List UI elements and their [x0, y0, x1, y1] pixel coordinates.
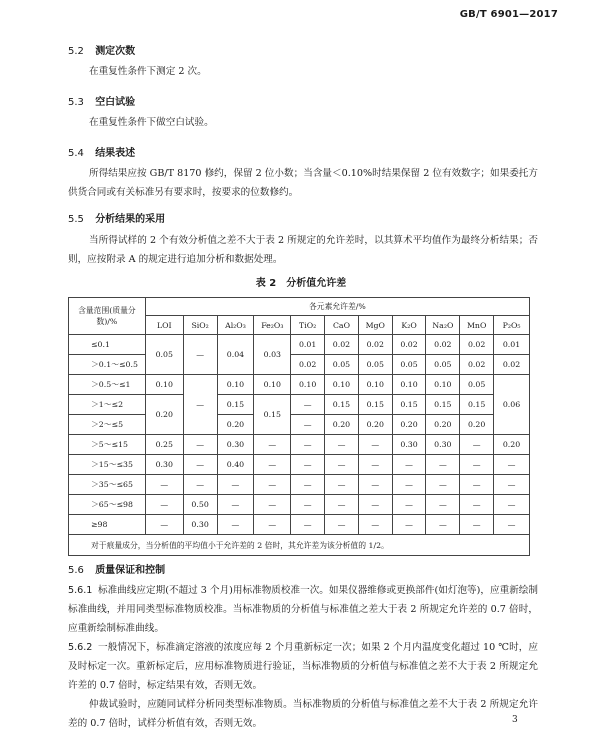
- table-cell: 0.02: [358, 335, 392, 355]
- column-header: Al₂O₃: [217, 316, 254, 335]
- section-title: 质量保证和控制: [95, 565, 166, 576]
- table-cell: 0.15: [426, 395, 460, 415]
- table-cell: —: [325, 515, 359, 535]
- table-cell: —: [358, 435, 392, 455]
- table-cell: —: [254, 515, 291, 535]
- allowance-table: [68, 297, 530, 556]
- table-cell: —: [291, 495, 325, 515]
- section-5-3-heading: [68, 93, 135, 108]
- table-cell: —: [426, 495, 460, 515]
- table-row: [69, 395, 530, 415]
- section-title: 分析结果的采用: [95, 214, 166, 225]
- table-caption: 表 2 分析值允许差: [255, 278, 347, 289]
- column-header: MgO: [358, 316, 392, 335]
- table-cell: —: [145, 515, 183, 535]
- table-cell: —: [392, 455, 426, 475]
- column-header: MnO: [460, 316, 494, 335]
- table-cell: —: [291, 415, 325, 435]
- table-cell: 0.10: [426, 375, 460, 395]
- section-number: 5.6: [68, 565, 84, 576]
- table-cell: 0.01: [494, 335, 530, 355]
- column-header: TiO₂: [291, 316, 325, 335]
- table-row: [69, 515, 530, 535]
- section-5-6-2-body: [68, 638, 538, 695]
- table-cell: —: [358, 515, 392, 535]
- table-cell: 0.02: [426, 335, 460, 355]
- table-cell: —: [325, 455, 359, 475]
- table-cell: —: [358, 455, 392, 475]
- table-cell: 0.25: [145, 435, 183, 455]
- table-cell: —: [183, 435, 217, 455]
- table-cell: 0.15: [217, 395, 254, 415]
- section-5-6-heading: [68, 561, 165, 576]
- table-cell: —: [494, 515, 530, 535]
- section-5-2-body: 在重复性条件下测定 2 次。: [89, 66, 207, 77]
- table-cell: —: [494, 495, 530, 515]
- range-header: 含量范围(质量分数)/%: [69, 298, 146, 335]
- table-cell: 0.10: [145, 375, 183, 395]
- group-header: 各元素允许差/%: [145, 298, 529, 316]
- table-cell: 0.02: [325, 335, 359, 355]
- column-header: LOI: [145, 316, 183, 335]
- table-cell: 0.15: [392, 395, 426, 415]
- section-title: 结果表述: [95, 148, 136, 159]
- table-cell: —: [291, 455, 325, 475]
- range-cell: ＞5～≤15: [69, 435, 146, 455]
- clause-text: 一般情况下，标准滴定溶液的浓度应每 2 个月重新标定一次；如果 2 个月内温度变化超过 10 ℃时，应及时标定一次。重新标定后，应用标准物质进行验证，当标准物质的分析值与标准值之差不大于表 2 所规定允许差的 0.7 倍时，标定结果有效，否则无效。: [68, 642, 538, 691]
- table-cell: 0.04: [217, 335, 254, 375]
- table-cell: 0.05: [145, 335, 183, 375]
- table-cell: —: [254, 495, 291, 515]
- table-row: [69, 355, 530, 375]
- range-cell: ≤0.1: [69, 335, 146, 355]
- table-note: 对于痕量成分，当分析值的平均值小于允许差的 2 倍时，其允许差为该分析值的 1/2。: [69, 535, 530, 556]
- table-cell: 0.02: [460, 335, 494, 355]
- clause-number: 5.6.1: [68, 585, 93, 596]
- table-cell: —: [217, 475, 254, 495]
- table-cell: —: [494, 455, 530, 475]
- table-cell: —: [392, 495, 426, 515]
- table-cell: —: [291, 475, 325, 495]
- table-cell: 0.20: [392, 415, 426, 435]
- range-cell: ＞2～≤5: [69, 415, 146, 435]
- table-cell: —: [183, 475, 217, 495]
- table-cell: —: [325, 475, 359, 495]
- table-cell: —: [291, 395, 325, 415]
- table-cell: 0.30: [426, 435, 460, 455]
- table-cell: 0.05: [325, 355, 359, 375]
- table-cell: 0.30: [392, 435, 426, 455]
- table-cell: —: [183, 455, 217, 475]
- section-title: 测定次数: [95, 46, 136, 57]
- range-cell: ＞1～≤2: [69, 395, 146, 415]
- table-cell: 0.02: [291, 355, 325, 375]
- table-cell: —: [325, 495, 359, 515]
- clause-number: 5.6.2: [68, 642, 93, 653]
- table-cell: 0.15: [358, 395, 392, 415]
- range-cell: ＞0.1～≤0.5: [69, 355, 146, 375]
- table-cell: —: [291, 515, 325, 535]
- section-number: 5.4: [68, 148, 84, 159]
- table-cell: —: [358, 475, 392, 495]
- range-cell: ＞0.5～≤1: [69, 375, 146, 395]
- clause-text: 标准曲线应定期(不超过 3 个月)用标准物质校准一次。如果仪器维修或更换部件(如灯泡等)，应重新绘制标准曲线，并用同类型标准物质校准。当标准物质的分析值与标准值之差大于表 2 所规定允许差的 0.7 倍时，应重新绘制标准曲线。: [68, 585, 538, 634]
- table-cell: —: [183, 335, 217, 375]
- table-cell: 0.05: [358, 355, 392, 375]
- table-cell: —: [358, 495, 392, 515]
- table-cell: 0.10: [217, 375, 254, 395]
- table-row: [69, 415, 530, 435]
- table-cell: 0.30: [217, 435, 254, 455]
- table-cell: 0.10: [358, 375, 392, 395]
- table-cell: 0.20: [460, 415, 494, 435]
- table-cell: 0.06: [494, 375, 530, 435]
- table-cell: —: [291, 435, 325, 455]
- table-cell: —: [325, 435, 359, 455]
- table-cell: 0.20: [426, 415, 460, 435]
- table-cell: —: [217, 495, 254, 515]
- column-header: Na₂O: [426, 316, 460, 335]
- table-cell: 0.02: [460, 355, 494, 375]
- table-cell: —: [426, 455, 460, 475]
- table-cell: 0.15: [254, 395, 291, 435]
- column-header: SiO₂: [183, 316, 217, 335]
- table-cell: —: [460, 435, 494, 455]
- table-cell: —: [426, 515, 460, 535]
- table-row: [69, 335, 530, 355]
- column-header: Fe₂O₃: [254, 316, 291, 335]
- section-5-2-heading: [68, 42, 135, 57]
- table-cell: —: [145, 495, 183, 515]
- section-5-5-heading: [68, 210, 165, 225]
- table-cell: —: [183, 375, 217, 435]
- table-row: [69, 495, 530, 515]
- table-cell: —: [392, 515, 426, 535]
- table-row: [69, 375, 530, 395]
- section-5-5-body: 当所得试样的 2 个有效分析值之差不大于表 2 所规定的允许差时，以其算术平均值作为最终分析结果；否则，应按附录 A 的规定进行追加分析和数据处理。: [68, 235, 538, 265]
- range-cell: ＞35～≤65: [69, 475, 146, 495]
- table-cell: 0.10: [291, 375, 325, 395]
- table-cell: 0.03: [254, 335, 291, 375]
- table-cell: —: [460, 475, 494, 495]
- table-cell: —: [460, 495, 494, 515]
- standard-code: GB/T 6901—2017: [459, 9, 558, 20]
- table-cell: —: [426, 475, 460, 495]
- table-cell: 0.10: [392, 375, 426, 395]
- section-5-6-paragraph: 仲裁试验时，应随同试样分析同类型标准物质。当标准物质的分析值与标准值之差不大于表 2 所规定允许差的 0.7 倍时，试样分析值有效，否则无效。: [68, 699, 538, 729]
- table-cell: 0.20: [145, 395, 183, 435]
- table-cell: 0.10: [325, 375, 359, 395]
- table-cell: —: [254, 455, 291, 475]
- table-cell: 0.40: [217, 455, 254, 475]
- column-header: CaO: [325, 316, 359, 335]
- table-cell: —: [254, 435, 291, 455]
- table-cell: 0.02: [392, 335, 426, 355]
- table-cell: 0.05: [392, 355, 426, 375]
- table-cell: 0.30: [183, 515, 217, 535]
- range-cell: ＞65～≤98: [69, 495, 146, 515]
- table-cell: 0.05: [460, 375, 494, 395]
- table-cell: 0.20: [325, 415, 359, 435]
- table-cell: 0.30: [145, 455, 183, 475]
- table-cell: —: [254, 475, 291, 495]
- table-cell: 0.10: [254, 375, 291, 395]
- table-cell: 0.05: [426, 355, 460, 375]
- range-cell: ≥98: [69, 515, 146, 535]
- table-cell: 0.01: [291, 335, 325, 355]
- table-row: [69, 435, 530, 455]
- table-cell: 0.15: [460, 395, 494, 415]
- table-cell: 0.50: [183, 495, 217, 515]
- range-cell: ＞15～≤35: [69, 455, 146, 475]
- section-5-3-body: 在重复性条件下做空白试验。: [89, 117, 214, 128]
- section-title: 空白试验: [95, 97, 136, 108]
- table-cell: 0.20: [494, 435, 530, 455]
- section-5-4-body: 所得结果应按 GB/T 8170 修约，保留 2 位小数；当含量＜0.10%时结果保留 2 位有效数字；如果委托方供货合同或有关标准另有要求时，按要求的位数修约。: [68, 168, 538, 198]
- table-cell: —: [392, 475, 426, 495]
- section-number: 5.5: [68, 214, 84, 225]
- table-cell: —: [145, 475, 183, 495]
- table-row: [69, 455, 530, 475]
- table-cell: 0.02: [494, 355, 530, 375]
- table-cell: 0.15: [325, 395, 359, 415]
- table-cell: —: [494, 475, 530, 495]
- table-row: [69, 475, 530, 495]
- column-header: K₂O: [392, 316, 426, 335]
- section-number: 5.3: [68, 97, 84, 108]
- table-cell: 0.20: [358, 415, 392, 435]
- section-5-6-1-body: [68, 581, 538, 638]
- table-cell: —: [217, 515, 254, 535]
- table-cell: 0.20: [217, 415, 254, 435]
- table-cell: —: [460, 515, 494, 535]
- page-number: 3: [512, 715, 518, 725]
- column-header: P₂O₅: [494, 316, 530, 335]
- table-cell: —: [460, 455, 494, 475]
- section-number: 5.2: [68, 46, 84, 57]
- section-5-4-heading: [68, 144, 135, 159]
